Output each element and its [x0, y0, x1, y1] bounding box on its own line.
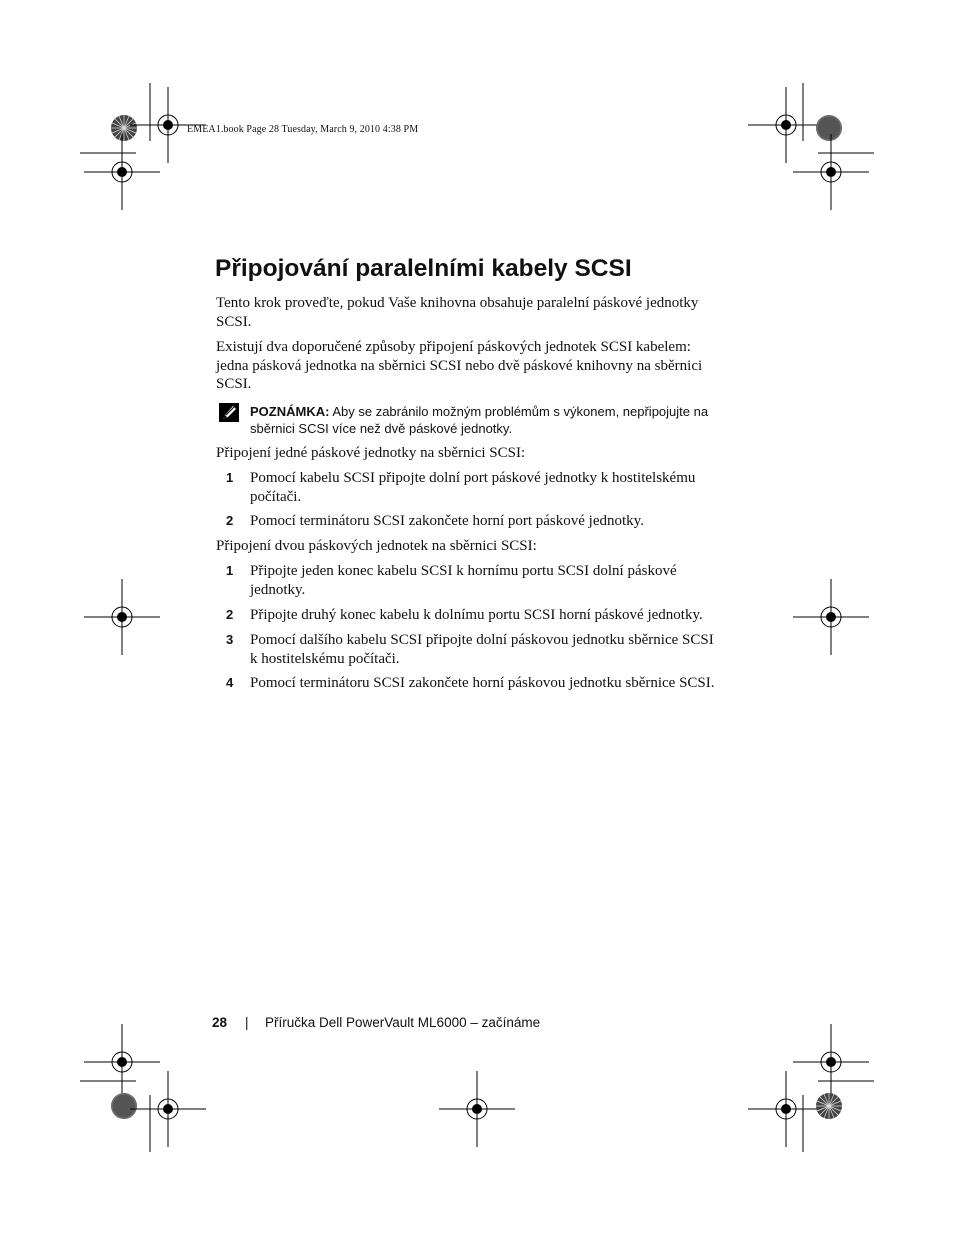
step-text: Pomocí terminátoru SCSI zakončete horní páskovou jednotku sběrnice SCSI.: [250, 675, 715, 691]
step-text: Připojte druhý konec kabelu k dolnímu portu SCSI horní páskové jednotky.: [250, 607, 703, 623]
step-number: 4: [226, 675, 234, 690]
page-number: 28: [212, 1015, 228, 1030]
step-number: 2: [226, 607, 234, 622]
step-number: 2: [226, 513, 234, 528]
step-text: Připojte jeden konec kabelu SCSI k hornímu portu SCSI dolní páskové jednotky.: [250, 563, 677, 598]
footer-book-title: Příručka Dell PowerVault ML6000 – začínáme: [265, 1015, 541, 1030]
step-number: 1: [226, 470, 234, 485]
step-text: Pomocí dalšího kabelu SCSI připojte dolní páskovou jednotku sběrnice SCSI k hostitelskému počítači.: [250, 632, 714, 667]
step-text: Pomocí kabelu SCSI připojte dolní port páskové jednotky k hostitelskému počítači.: [250, 470, 696, 505]
methods-paragraph: Existují dva doporučené způsoby připojení páskových jednotek SCSI kabelem: jedna pásková jednotka na sběrnici SCSI nebo dvě páskové knihovny na sběrnici SCSI.: [216, 339, 703, 392]
note-text: [250, 403, 720, 437]
intro-paragraph: Tento krok proveďte, pokud Vaše knihovna obsahuje paralelní páskové jednotky SCSI.: [216, 295, 699, 330]
step-text: Pomocí terminátoru SCSI zakončete horní port páskové jednotky.: [250, 513, 644, 529]
note-label: POZNÁMKA:: [250, 404, 330, 419]
note-pencil-icon: [219, 403, 239, 422]
page-title: Připojování paralelními kabely SCSI: [215, 255, 632, 282]
step-number: 1: [226, 563, 234, 578]
section2-intro: Připojení dvou páskových jednotek na sběrnici SCSI:: [216, 538, 537, 554]
step-number: 3: [226, 632, 234, 647]
section1-intro: Připojení jedné páskové jednotky na sběrnici SCSI:: [216, 445, 526, 461]
print-slug: EMEA1.book Page 28 Tuesday, March 9, 2010 4:38 PM: [187, 124, 419, 135]
note-body: Aby se zabránilo možným problémům s výkonem, nepřipojujte na sběrnici SCSI více než dvě páskové jednotky.: [250, 404, 709, 436]
footer-separator: |: [245, 1015, 249, 1030]
